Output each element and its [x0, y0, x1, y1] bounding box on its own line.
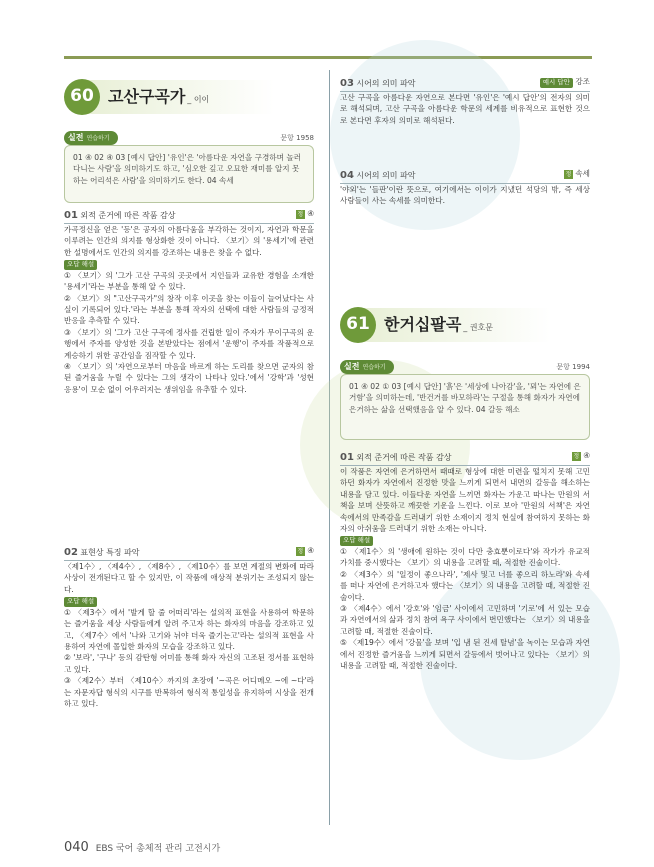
wrong-answer-label: 오답 해설 [64, 260, 97, 270]
page-footer [64, 838, 220, 858]
answer-mark: 예시 답안 강조 [540, 76, 590, 88]
option-explanation: ④ 〈보기〉의 '자연으로부터 마음을 바르게 하는 도리를 찾으면 군자의 참된 즐거움을 누릴 수 있다는 그의 생각이 나타나 있다.'에서 '강학'과 '성현 응용'이 모순 없이 어우러지는 생위임을 유추할 수 있다. [64, 362, 314, 394]
wrong-answer-label: 오답 해설 [64, 597, 97, 607]
wrong-answer-label: 오답 해설 [340, 536, 373, 546]
question-number: 02 [64, 547, 78, 558]
option-explanation: ② 〈보기〉의 "고산구곡가"의 창작 이후 이곳을 찾는 이들이 늘어났다는 사실이 기록되어 있다.'라는 부분을 통해 작자의 선택에 대한 사람들의 긍정적 반응을 추측할 수 있다. [64, 293, 314, 326]
question-number: 03 [340, 78, 354, 89]
explanation: '야외'는 '들판'이란 뜻으로, 여기에서는 이이가 지냈던 석당의 밖, 즉 세상 사람들이 사는 속세를 의미한다. [340, 185, 590, 206]
explanation: 고산 구곡을 아름다운 자연으로 본다면 '유인'은 '예시 답안'의 전자의 의미로 해석되며, 고산 구곡을 아름다운 학문의 세계를 비유적으로 표현한 것으로 본다면 후자의 의미로 해석된다. [340, 93, 590, 125]
question-01 [64, 208, 314, 395]
explanation: 〈제1수〉, 〈제4수〉, 〈제8수〉, 〈제10수〉를 보면 계절의 변화에 따라 사상이 전개된다고 할 수 있지만, 이 작품에 애상적 분위기는 조성되지 않는다. [64, 562, 314, 594]
option-explanation: ② 〈제3수〉의 '일정이 좋으나라', '제사 및고 너를 좋으리 하노라'와 속세를 떠나 자연에 은거하고자 했다는 〈보기〉의 내용을 고려할 때, 적절한 진술이다. [340, 569, 590, 602]
page-number: 040 [64, 840, 89, 855]
answer-box: 01 ④ 02 ④ 03 [예시 답안] '유인'은 '아름다운 자연을 구경하며 놀러 다니는 사람'을 의미하기도 하고, '심오한 깊고 오묘한 재미를 알지 못하는 어리석은 사람'을 의미하기도 한다. 04 속세 [64, 145, 314, 203]
question-04 [340, 168, 590, 207]
option-explanation: ① 〈제1수〉의 '생애에 원하는 것이 다만 충효뿐이로다'와 작가가 유교적 가치를 중시했다는 〈보기〉의 내용을 고려할 때, 적절한 진술이다. [340, 547, 590, 568]
check-icon: 정 [565, 170, 572, 178]
question-number: 01 [64, 210, 78, 221]
option-explanation: ③ 〈제2수〉부터 〈제10수〉까지의 초장에 '~곡은 어디메오 ~에 ~다'라는 자문자답 형식의 시구를 반복하여 형식적 통일성을 유지하여 시상을 전개하고 있다. [64, 676, 314, 709]
answer-mark: 정 ④ [297, 546, 314, 555]
question-heading: 시어의 의미 파악 [356, 79, 416, 88]
check-icon: 정 [573, 452, 580, 460]
answer-mark: 정 ④ [297, 209, 314, 218]
check-icon: 정 [297, 210, 304, 218]
practice-header [340, 360, 590, 374]
year-label: 문항 1958 [280, 134, 314, 142]
option-explanation: ① 〈제3수〉에서 '발게 할 줄 어떠리'라는 설의적 표현을 사용하여 학문하는 즐거움을 세상 사람들에게 알려 주고자 하는 화자의 마음을 강조하고 있고, 〈제7수〉에서 '나와 고기와 뉘야 더욱 즐기는고'라는 설의적 표현을 사용하여 자연에 몰입한 화자의 모습을 강조하고 있다. [64, 607, 314, 652]
work-author: _ 권호문 [463, 323, 494, 332]
section-number: 60 [64, 79, 100, 115]
practice-tag: 실전 연습하기 [340, 360, 394, 374]
explanation: 이 작품은 자연에 은거하면서 때때로 형상에 대한 미련을 떨치지 못해 고민하던 화자가 자연에서 진정한 맛을 느끼게 되면서 내면의 갈등을 해소하는 내용을 담고 있다. 이들다운 자연을 느끼면 화자는 가운고 따나는 만원의 서책을 보며 산뜻하고 깨끗한 기운을 느낀다. 이로 보아 '만원의 서책'은 자연 속에서의 만족감을 드러내기 위한 소재이지 정치 현실에 참여하지 못하는 화자의 아쉬움을 드러내기 위한 소재는 아니다. [340, 467, 590, 533]
question-03 [340, 76, 590, 126]
question-heading: 외적 준거에 따른 작품 감상 [356, 453, 452, 462]
book-title: EBS 국어 총체적 관리 고전시가 [95, 844, 221, 854]
top-rule [64, 56, 592, 59]
work-author: _ 이이 [187, 95, 210, 104]
question-heading: 시어의 의미 파악 [356, 171, 416, 180]
check-icon: 정 [297, 547, 304, 555]
question-02 [64, 545, 314, 709]
practice-header [64, 131, 314, 145]
option-explanation: ③ 〈보기〉의 '그가 고산 구곡에 정사를 건립한 일이 주자가 무이구곡의 운행에서 주자를 양성한 것을 본받았다는 점에서 '운행'이 주자를 작품적으로 계승하기 위한 공간임을 짐작할 수 있다. [64, 327, 314, 360]
question-heading: 외적 준거에 따른 작품 감상 [80, 211, 176, 220]
answer-mark: 정 속세 [565, 169, 590, 178]
year-label: 문항 1994 [556, 363, 590, 371]
section-61-title-bar [342, 308, 587, 342]
question-01 [340, 450, 590, 671]
option-explanation: ⑤ 〈제19수〉에서 '강물'을 보며 '입 냄 된 진세 탈념'을 녹이는 모습과 자연에서 진정한 즐거움을 느끼게 되면서 갈등에서 벗어나고 있다는 〈보기〉의 내용을 고려할 때, 적절한 진술이다. [340, 638, 590, 670]
answer-box: 01 ④ 02 ① 03 [예시 답안] '흙'은 '세상에 나아감'을, '뫼'는 자연에 은거함'을 의미하는데, '반건거를 바모하라'는 구절을 통해 화자가 자연에 은거하는 삶을 선택했음을 알 수 있다. 04 갈등 해소 [340, 374, 590, 440]
explanation: 가곡정신을 얻은 '등'은 공자의 아름다움을 부각하는 것이지, 자연과 학문을 이루려는 인간의 의지를 형상화한 것이 아니다. 〈보기〉의 '용세기'에 관련한 설명에서도 인간의 의지를 강조하는 내용은 찾을 수 없다. [64, 225, 314, 257]
work-title: 한거십팔곡 [384, 315, 462, 334]
option-explanation: ① 〈보기〉의 '그가 고산 구곡의 곳곳에서 지인들과 교유한 경험을 소개한 '용세기'라는 부분을 통해 알 수 있다. [64, 270, 314, 292]
question-number: 04 [340, 170, 354, 181]
section-number: 61 [340, 307, 376, 343]
section-60-title-bar [66, 80, 311, 114]
question-number: 01 [340, 452, 354, 463]
practice-tag: 실전 연습하기 [64, 131, 118, 145]
option-explanation: ② '보라', '구나' 등의 감탄형 어미를 통해 화자 자신의 고조된 정서를 표현하고 있다. [64, 653, 314, 674]
question-heading: 표현상 특징 파악 [80, 548, 140, 557]
work-title: 고산구곡가 [108, 87, 186, 106]
answer-mark: 정 ④ [573, 451, 590, 460]
option-explanation: ③ 〈제4수〉에서 '강호'와 '임금' 사이에서 고민하며 '기로'에 서 있는 모습과 자연에서의 삶과 정치 참여 욕구 사이에서 번민했다는 〈보기〉의 내용을 고려할 때, 적절한 진술이다. [340, 604, 590, 636]
